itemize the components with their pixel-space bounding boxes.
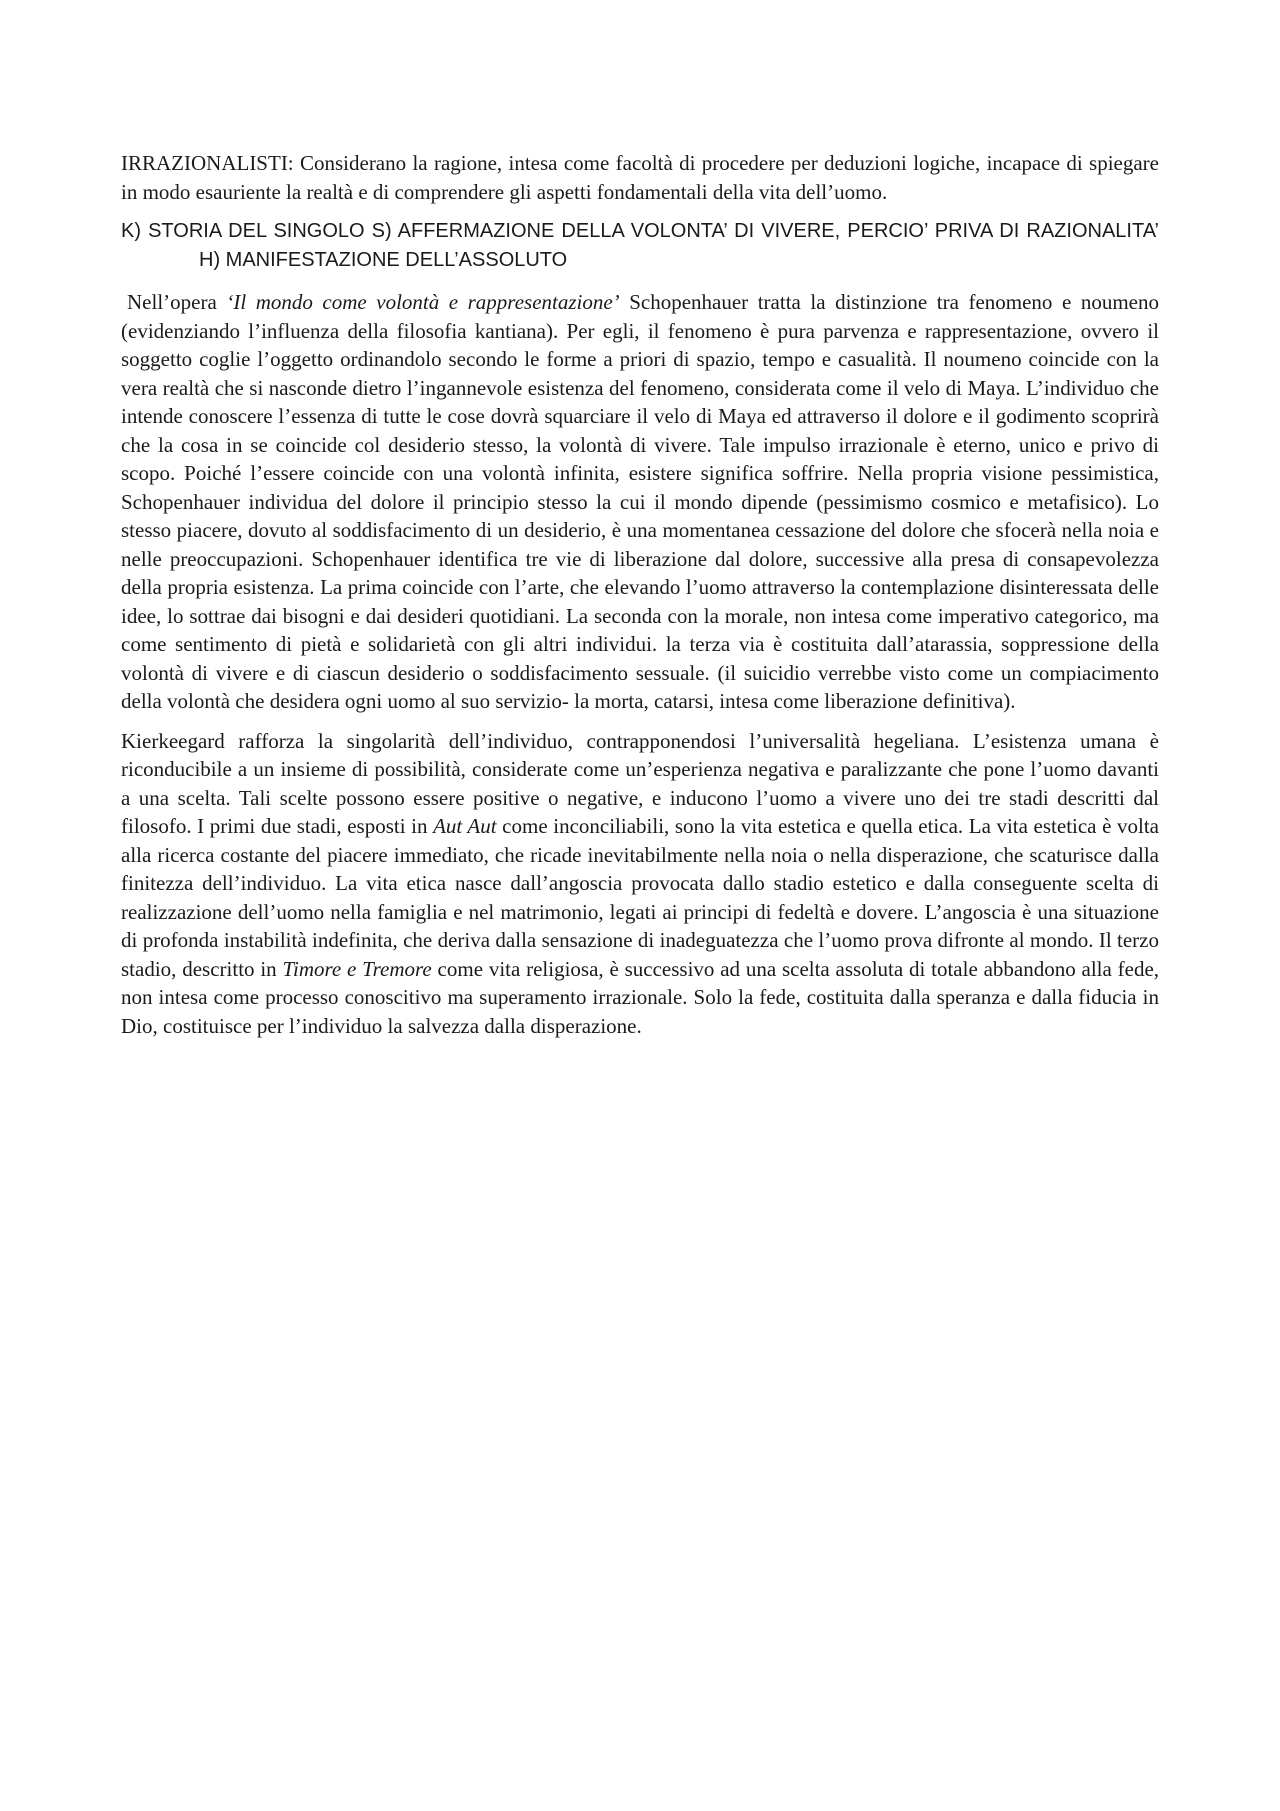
kierkegaard-work-title-2: Timore e Tremore bbox=[282, 956, 432, 981]
kierkegaard-part-3: come vita religiosa, è successivo ad una scelta assoluta di totale abbandono alla fede, non intesa come processo conoscitivo ma superamento irrazionale. Solo la fede, costituita dalla speranza e dalla fiducia in Dio, costituisce per l’individuo la salvezza dalla disperazione. bbox=[121, 956, 1160, 1038]
labels-line-2: H) MANIFESTAZIONE DELL’ASSOLUTO bbox=[199, 248, 568, 271]
labels-line-1: K) STORIA DEL SINGOLO S) AFFERMAZIONE DELLA VOLONTA’ DI VIVERE, PERCIO’ PRIVA DI RAZIONALITA’ bbox=[121, 220, 1159, 242]
schopenhauer-pre: Nell’opera bbox=[127, 290, 227, 314]
labels-paragraph bbox=[121, 217, 1159, 274]
kierkegaard-paragraph bbox=[121, 727, 1159, 1041]
schopenhauer-work-title: ‘Il mondo come volontà e rappresentazione’ bbox=[226, 290, 620, 314]
kierkegaard-part-1: Kierkeegard rafforza la singolarità dell’individuo, contrapponendosi l’universalità hegeliana. L’esistenza umana è riconducibile a un insieme di possibilità, considerate come un’esperienza negativa e paralizzante che pone l’uomo davanti a una scelta. Tali scelte possono essere positive o negative, e inducono l’uomo a vivere uno dei tre stadi descritti dal filosofo. I primi due stadi, esposti in bbox=[121, 728, 1159, 838]
irrazionalisti-text: IRRAZIONALISTI: Considerano la ragione, intesa come facoltà di procedere per deduzioni logiche, incapace di spiegare in modo esauriente la realtà e di comprendere gli aspetti fondamentali della vita dell’uomo. bbox=[121, 151, 1159, 204]
kierkegaard-work-title-1: Aut Aut bbox=[433, 814, 497, 838]
kierkegaard-part-2: come inconciliabili, sono la vita estetica e quella etica. La vita estetica è volta alla ricerca costante del piacere immediato, che ricade inevitabilmente nella noia o nella disperazione, che scaturisce dalla finitezza dell’individuo. La vita etica nasce dall’angoscia provocata dallo stadio estetico e dalla conseguente scelta di realizzazione dell’uomo nella famiglia e nel matrimonio, legati ai principi di fedeltà e dovere. L’angoscia è una situazione di profonda instabilità indefinita, che deriva dalla sensazione di inadeguatezza che l’uomo prova difronte al mondo. Il terzo stadio, descritto in bbox=[121, 814, 1159, 981]
irrazionalisti-paragraph bbox=[121, 149, 1159, 206]
document-page bbox=[121, 149, 1159, 1051]
schopenhauer-paragraph bbox=[121, 288, 1159, 716]
schopenhauer-body: Schopenhauer tratta la distinzione tra fenomeno e noumeno (evidenziando l’influenza della filosofia kantiana). Per egli, il fenomeno è pura parvenza e rappresentazione, ovvero il soggetto coglie l’oggetto ordinandolo secondo le forme a priori di spazio, tempo e casualità. Il noumeno coincide con la vera realtà che si nasconde dietro l’ingannevole esistenza del fenomeno, considerata come il velo di Maya. L’individuo che intende conoscere l’essenza di tutte le cose dovrà squarciare il velo di Maya ed attraverso il dolore e il godimento scoprirà che la cosa in se coincide col desiderio stesso, la volontà di vivere. Tale impulso irrazionale è eterno, unico e privo di scopo. Poiché l’essere coincide con una volontà infinita, esistere significa soffrire. Nella propria visione pessimistica, Schopenhauer individua del dolore il principio stesso la cui il mondo dipende (pessimismo cosmico e metafisico). Lo stesso piacere, dovuto al soddisfacimento di un desiderio, è una momentanea cessazione del dolore che sfocerà nella noia e nelle preoccupazioni. Schopenhauer identifica tre vie di liberazione dal dolore, successive alla presa di consapevolezza della propria esistenza. La prima coincide con l’arte, che elevando l’uomo attraverso la contemplazione disinteressata delle idee, lo sottrae dai bisogni e dai desideri quotidiani. La seconda con la morale, non intesa come imperativo categorico, ma come sentimento di pietà e solidarietà con gli altri individui. la terza via è costituita dall’atarassia, soppressione della volontà di vivere e di ciascun desiderio o soddisfacimento sessuale. (il suicidio verrebbe visto come un compiacimento della volontà che desidera ogni uomo al suo servizio- la morta, catarsi, intesa come liberazione definitiva). bbox=[121, 290, 1159, 713]
